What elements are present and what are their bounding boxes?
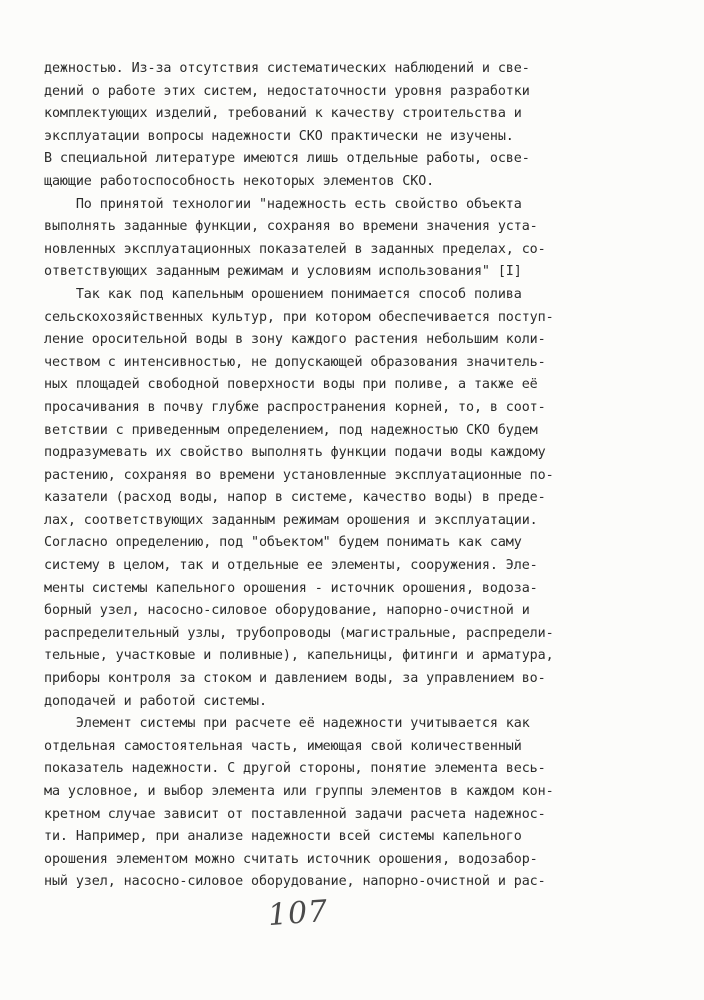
text-line: подразумевать их свойство выполнять функции подачи воды каждому [44,445,546,461]
text-line: борный узел, насосно-силовое оборудование, напорно-очистной и [44,603,530,619]
text-line: эксплуатации вопросы надежности СКО практически не изучены. [44,128,514,144]
text-line: ответствующих заданным режимам и условиям использования" [I] [44,264,522,280]
text-line: сельскохозяйственных культур, при котором обеспечивается поступ- [44,309,554,325]
text-line: дений о работе этих систем, недостаточности уровня разработки [44,83,530,99]
text-line: распределительный узлы, трубопроводы (магистральные, распредели- [44,625,554,641]
text-line: ный узел, насосно-силовое оборудование, напорно-очистной и рас- [44,874,546,890]
text-line: систему в целом, так и отдельные ее элементы, сооружения. Эле- [44,558,538,574]
text-line: ма условное, и выбор элемента или группы элементов в каждом кон- [44,784,554,799]
text-line: менты системы капельного орошения - источник орошения, водоза- [44,580,538,596]
text-line: приборы контроля за стоком и давлением воды, за управлением во- [44,671,546,687]
text-line: По принятой технологии "надежность есть свойство объекта [44,196,522,212]
text-line: показатель надежности. С другой стороны, понятие элемента весь- [44,761,546,777]
text-line: казатели (расход воды, напор в системе, качество воды) в преде- [44,490,546,506]
text-line: Элемент системы при расчете её надежности учитывается как [44,716,530,732]
text-line: орошения элементом можно считать источник орошения, водозабор- [44,851,538,867]
text-line: кретном случае зависит от поставленной задачи расчета надежнос- [44,806,546,822]
text-line: новленных эксплуатационных показателей в заданных пределах, со- [44,241,546,257]
text-line: ных площадей свободной поверхности воды при поливе, а также её [44,377,538,393]
text-line: ти. Например, при анализе надежности всей системы капельного [44,829,522,845]
body-text [44,58,674,894]
text-line: растению, сохраняя во времени установленные эксплуатационные по- [44,467,554,483]
text-line: отдельная самостоятельная часть, имеющая свой количественный [44,738,522,754]
text-line: Согласно определению, под "объектом" будем понимать как саму [44,535,522,551]
text-line: доподачей и работой системы. [44,693,267,709]
text-line: лах, соответствующих заданным режимам орошения и эксплуатации. [44,512,538,528]
text-line: В специальной литературе имеются лишь отдельные работы, осве- [44,151,530,167]
text-line: щающие работоспособность некоторых элементов СКО. [44,173,435,189]
text-line: ветствии с приведенным определением, под надежностью СКО будем [44,422,538,438]
text-line: чеством с интенсивностью, не допускающей образования значитель- [44,354,546,370]
text-line: выполнять заданные функции, сохраняя во времени значения уста- [44,219,538,235]
text-line: комплектующих изделий, требований к качеству строительства и [44,106,522,122]
text-line: ление оросительной воды в зону каждого растения небольшим коли- [44,332,546,348]
page-number: 107 [266,893,330,934]
text-line: тельные, участковые и поливные), капельницы, фитинги и арматура, [44,648,554,664]
text-line: Так как под капельным орошением понимается способ полива [44,286,522,302]
text-line: дежностью. Из-за отсутствия систематических наблюдений и све- [44,61,530,76]
text-line: просачивания в почву глубже распространения корней, то, в соот- [44,399,546,415]
